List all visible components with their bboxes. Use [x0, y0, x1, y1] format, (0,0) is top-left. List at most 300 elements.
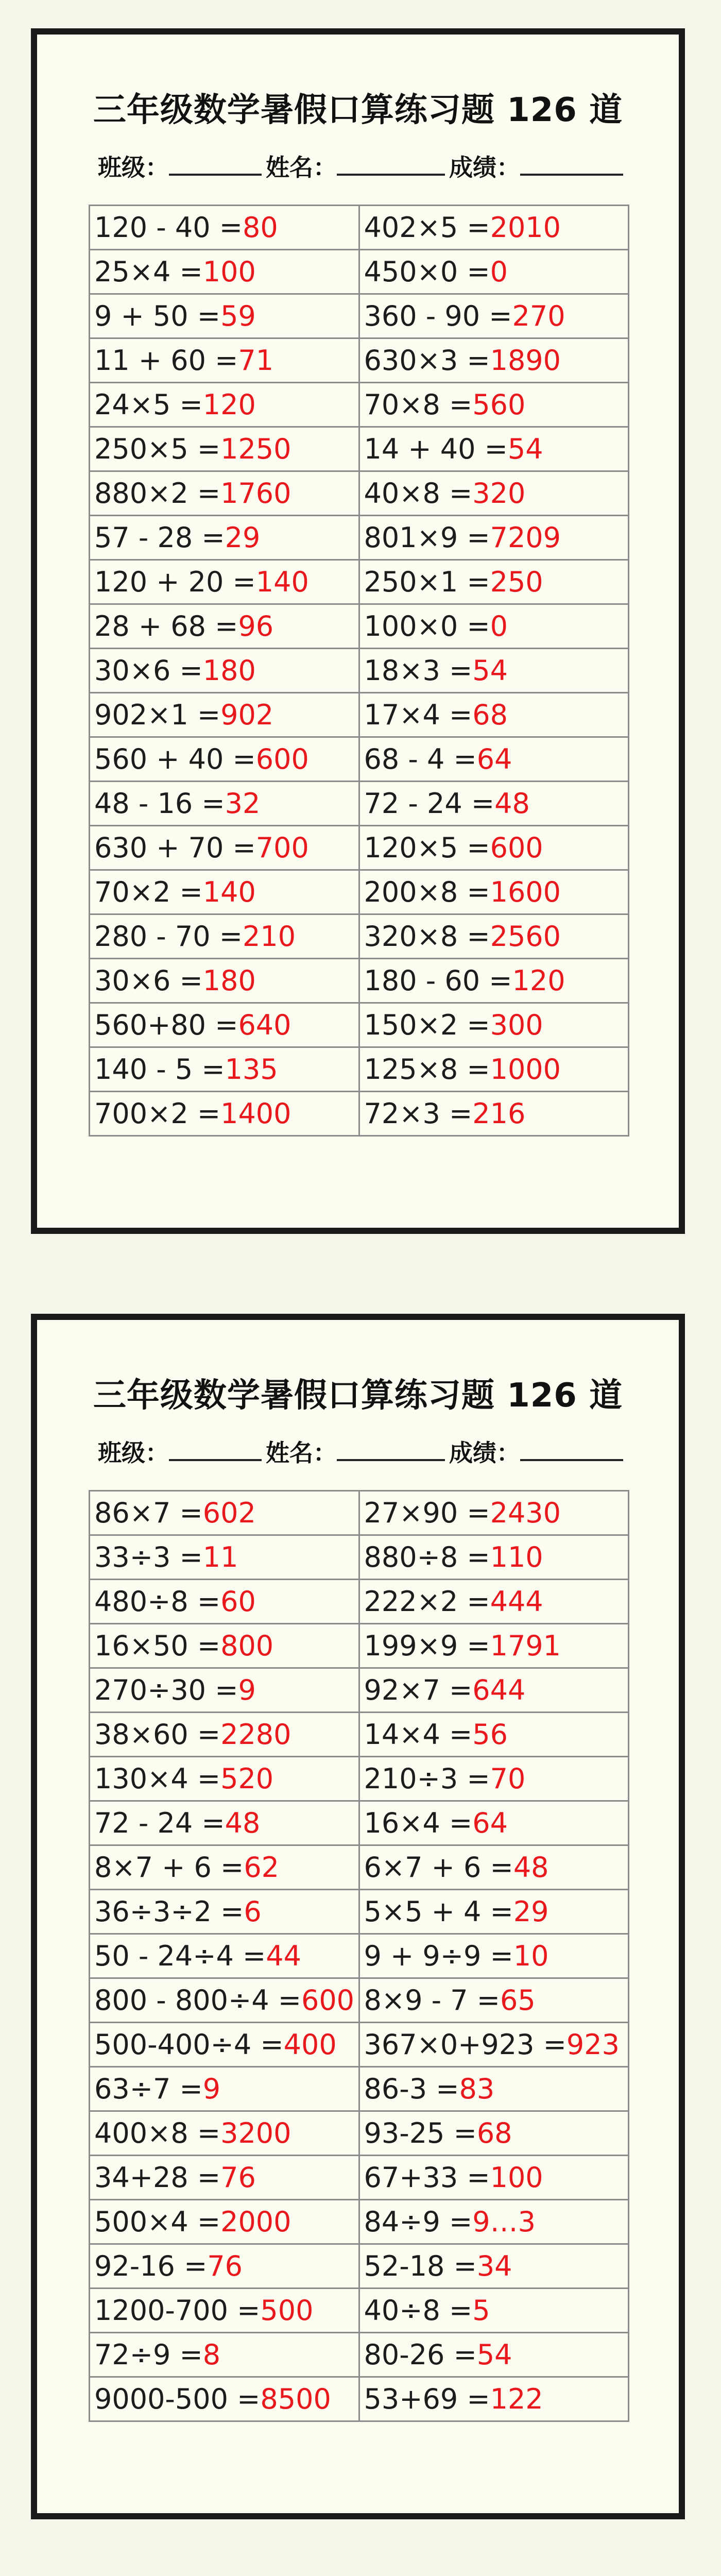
table-row [90, 914, 629, 959]
problem-answer: 600 [301, 1984, 355, 2016]
table-row [90, 427, 629, 471]
problem-answer: 644 [472, 1673, 526, 1706]
problem-cell [90, 1003, 359, 1047]
class-label: 班级： [98, 154, 169, 181]
problem-expression: 5×5 + 4 = [364, 1895, 513, 1928]
problem-answer: 2430 [490, 1496, 561, 1529]
table-row [90, 1535, 629, 1580]
problem-cell [359, 2023, 629, 2067]
problem-answer: 34 [476, 2249, 512, 2282]
table-row [90, 826, 629, 870]
problem-cell [359, 2333, 629, 2377]
problem-answer: 210 [243, 920, 296, 953]
problem-expression: 14×4 = [364, 1718, 473, 1751]
problem-answer: 54 [476, 2338, 512, 2371]
problem-expression: 222×2 = [364, 1585, 490, 1618]
problem-expression: 16×50 = [94, 1629, 221, 1662]
problem-answer: 3200 [220, 2116, 291, 2149]
table-row [90, 2244, 629, 2289]
problem-cell [90, 959, 359, 1003]
problem-answer: 48 [513, 1851, 549, 1884]
table-row [90, 1845, 629, 1890]
problem-answer: 7209 [490, 521, 561, 554]
problem-cell [90, 826, 359, 870]
table-row [90, 1713, 629, 1757]
table-row [90, 2111, 629, 2156]
problem-expression: 11 + 60 = [94, 344, 238, 377]
problem-cell [90, 1580, 359, 1624]
problem-cell [359, 1491, 629, 1535]
table-row [90, 383, 629, 427]
problem-expression: 8×7 + 6 = [94, 1851, 244, 1884]
table-row [90, 1047, 629, 1092]
problem-cell [90, 1092, 359, 1136]
problem-answer: 100 [490, 2161, 543, 2194]
table-row [90, 338, 629, 383]
problem-cell [359, 1624, 629, 1668]
problem-answer: 602 [202, 1496, 256, 1529]
problem-answer: 180 [202, 964, 256, 997]
problem-expression: 270÷30 = [94, 1673, 238, 1706]
problem-answer: 120 [202, 388, 256, 421]
problem-expression: 40÷8 = [364, 2294, 473, 2327]
problem-expression: 53+69 = [364, 2382, 490, 2415]
problem-expression: 450×0 = [364, 255, 490, 288]
problem-expression: 30×6 = [94, 654, 203, 687]
problem-answer: 2000 [220, 2205, 291, 2238]
problem-answer: 32 [225, 787, 261, 820]
problem-cell [359, 2244, 629, 2289]
problem-expression: 367×0+923 = [364, 2028, 566, 2061]
problem-answer: 1760 [220, 477, 291, 510]
problem-answer: 68 [476, 2116, 512, 2149]
problem-answer: 2010 [490, 211, 561, 244]
problem-cell [359, 1580, 629, 1624]
problem-expression: 250×1 = [364, 565, 490, 598]
table-row [90, 1934, 629, 1978]
problem-answer: 54 [472, 654, 508, 687]
problem-cell [90, 1535, 359, 1580]
problem-cell [90, 1624, 359, 1668]
problem-answer: 270 [512, 299, 565, 332]
problem-cell [90, 294, 359, 338]
problem-expression: 130×4 = [94, 1762, 221, 1795]
problem-expression: 63÷7 = [94, 2072, 203, 2105]
problem-cell [90, 2377, 359, 2421]
problem-cell [359, 2289, 629, 2333]
table-row [90, 1668, 629, 1713]
problem-cell [90, 560, 359, 604]
problem-expression: 72 - 24 = [94, 1806, 225, 1839]
problem-expression: 100×0 = [364, 609, 490, 642]
problem-cell [359, 250, 629, 294]
problem-cell [90, 604, 359, 649]
problem-cell [359, 1535, 629, 1580]
name-blank[interactable] [337, 1437, 445, 1461]
problem-expression: 880÷8 = [364, 1540, 490, 1573]
problem-cell [90, 914, 359, 959]
problem-cell [359, 1801, 629, 1845]
problem-expression: 14 + 40 = [364, 432, 508, 465]
table-row [90, 1624, 629, 1668]
problem-answer: 68 [472, 698, 508, 731]
problem-cell [90, 383, 359, 427]
problem-expression: 36÷3÷2 = [94, 1895, 244, 1928]
table-row [90, 560, 629, 604]
problem-expression: 68 - 4 = [364, 742, 477, 775]
table-row [90, 1801, 629, 1845]
problem-expression: 120 - 40 = [94, 211, 243, 244]
problem-expression: 560+80 = [94, 1008, 238, 1041]
problem-cell [359, 1092, 629, 1136]
problem-expression: 72÷9 = [94, 2338, 203, 2371]
problem-expression: 38×60 = [94, 1718, 221, 1751]
problem-expression: 93-25 = [364, 2116, 477, 2149]
problem-expression: 880×2 = [94, 477, 221, 510]
score-blank[interactable] [520, 152, 623, 176]
problem-expression: 25×4 = [94, 255, 203, 288]
problem-cell [90, 782, 359, 826]
problem-answer: 60 [220, 1585, 256, 1618]
problem-expression: 560 + 40 = [94, 742, 256, 775]
problem-cell [90, 1801, 359, 1845]
problem-expression: 17×4 = [364, 698, 473, 731]
class-blank[interactable] [169, 1437, 262, 1461]
table-row [90, 870, 629, 914]
problem-answer: 140 [255, 565, 309, 598]
table-row [90, 2377, 629, 2421]
problem-answer: 120 [512, 964, 565, 997]
problem-cell [90, 2289, 359, 2333]
table-row [90, 2067, 629, 2111]
table-row [90, 1890, 629, 1934]
table-row [90, 471, 629, 516]
problem-answer: 110 [490, 1540, 543, 1573]
problem-cell [90, 206, 359, 250]
problem-answer: 135 [225, 1053, 278, 1086]
problem-cell [90, 471, 359, 516]
problem-answer: 5 [472, 2294, 490, 2327]
problem-answer: 48 [225, 1806, 261, 1839]
problem-cell [359, 1890, 629, 1934]
problem-cell [359, 2067, 629, 2111]
problem-answer: 29 [225, 521, 261, 554]
problem-expression: 280 - 70 = [94, 920, 243, 953]
problem-cell [90, 516, 359, 560]
problem-expression: 150×2 = [364, 1008, 490, 1041]
problem-cell [359, 471, 629, 516]
problem-cell [90, 1978, 359, 2023]
problem-cell [90, 2156, 359, 2200]
problem-cell [90, 649, 359, 693]
problem-expression: 199×9 = [364, 1629, 490, 1662]
problem-cell [359, 649, 629, 693]
problem-answer: 59 [220, 299, 256, 332]
class-label: 班级： [98, 1439, 169, 1467]
table-row [90, 294, 629, 338]
problem-cell [359, 1003, 629, 1047]
problem-answer: 640 [238, 1008, 291, 1041]
problem-cell [90, 1491, 359, 1535]
problem-answer: 320 [472, 477, 526, 510]
problem-answer: 700 [255, 831, 309, 864]
name-label: 姓名： [266, 154, 337, 181]
problem-cell [90, 1668, 359, 1713]
problem-expression: 630×3 = [364, 344, 490, 377]
problem-answer: 400 [283, 2028, 337, 2061]
student-info-line [98, 149, 623, 183]
problem-answer: 62 [244, 1851, 280, 1884]
problem-cell [359, 604, 629, 649]
table-row [90, 2333, 629, 2377]
problem-expression: 140 - 5 = [94, 1053, 225, 1086]
problem-cell [359, 2156, 629, 2200]
table-row [90, 1491, 629, 1535]
problem-cell [90, 693, 359, 737]
problem-answer: 64 [476, 742, 512, 775]
table-row [90, 2156, 629, 2200]
table-row [90, 2200, 629, 2244]
problem-expression: 52-18 = [364, 2249, 477, 2282]
problem-expression: 801×9 = [364, 521, 490, 554]
problem-cell [359, 1668, 629, 1713]
problem-cell [90, 737, 359, 782]
problem-expression: 320×8 = [364, 920, 490, 953]
problem-expression: 27×90 = [364, 1496, 490, 1529]
problem-cell [359, 2377, 629, 2421]
problem-answer: 1400 [220, 1097, 291, 1130]
problem-answer: 54 [507, 432, 543, 465]
problem-cell [359, 338, 629, 383]
problem-expression: 70×2 = [94, 875, 203, 908]
score-label: 成绩： [449, 1439, 520, 1467]
problem-answer: 1600 [490, 875, 561, 908]
problem-cell [359, 294, 629, 338]
problem-answer: 76 [207, 2249, 243, 2282]
problem-answer: 100 [202, 255, 256, 288]
problem-expression: 86-3 = [364, 2072, 459, 2105]
problem-answer: 520 [220, 1762, 274, 1795]
problem-answer: 8 [202, 2338, 221, 2371]
problem-cell [90, 1757, 359, 1801]
student-info-line [98, 1434, 623, 1468]
problem-answer: 11 [202, 1540, 238, 1573]
problem-cell [90, 1890, 359, 1934]
problem-expression: 40×8 = [364, 477, 473, 510]
problem-expression: 630 + 70 = [94, 831, 256, 864]
problem-expression: 16×4 = [364, 1806, 473, 1839]
problem-cell [90, 427, 359, 471]
problem-answer: 800 [220, 1629, 274, 1662]
problem-expression: 34+28 = [94, 2161, 221, 2194]
problem-answer: 9 [202, 2072, 221, 2105]
name-label: 姓名： [266, 1439, 337, 1467]
problem-cell [359, 914, 629, 959]
problem-expression: 50 - 24÷4 = [94, 1939, 266, 1972]
problem-cell [359, 1934, 629, 1978]
problem-expression: 125×8 = [364, 1053, 490, 1086]
problem-cell [90, 2023, 359, 2067]
problem-answer: 600 [255, 742, 309, 775]
worksheet-page [31, 1314, 685, 2519]
table-row [90, 649, 629, 693]
problem-cell [359, 516, 629, 560]
problem-cell [90, 2111, 359, 2156]
class-blank[interactable] [169, 152, 262, 176]
problem-cell [359, 826, 629, 870]
problem-expression: 57 - 28 = [94, 521, 225, 554]
table-row [90, 1092, 629, 1136]
problem-cell [359, 1047, 629, 1092]
problem-answer: 2560 [490, 920, 561, 953]
problem-answer: 2280 [220, 1718, 291, 1751]
problem-cell [359, 1845, 629, 1890]
table-row [90, 1978, 629, 2023]
table-row [90, 250, 629, 294]
problem-answer: 56 [472, 1718, 508, 1751]
problem-expression: 200×8 = [364, 875, 490, 908]
problem-expression: 120 + 20 = [94, 565, 256, 598]
problem-cell [90, 1845, 359, 1890]
problem-cell [359, 1713, 629, 1757]
problem-cell [359, 2200, 629, 2244]
problem-cell [90, 1047, 359, 1092]
problem-expression: 8×9 - 7 = [364, 1984, 501, 2016]
problem-cell [90, 2244, 359, 2289]
problem-answer: 250 [490, 565, 543, 598]
problem-expression: 9000-500 = [94, 2382, 261, 2415]
problem-expression: 800 - 800÷4 = [94, 1984, 301, 2016]
problem-answer: 8500 [260, 2382, 331, 2415]
problem-expression: 30×6 = [94, 964, 203, 997]
problem-expression: 48 - 16 = [94, 787, 225, 820]
problem-answer: 140 [202, 875, 256, 908]
problem-cell [359, 782, 629, 826]
table-row [90, 2023, 629, 2067]
problem-grid [89, 1490, 629, 2422]
problem-answer: 600 [490, 831, 543, 864]
table-row [90, 737, 629, 782]
problem-cell [359, 560, 629, 604]
problem-expression: 72×3 = [364, 1097, 473, 1130]
problem-answer: 923 [566, 2028, 620, 2061]
worksheet-title: 三年级数学暑假口算练习题 126 道 [93, 91, 623, 129]
problem-cell [90, 1713, 359, 1757]
problem-cell [90, 870, 359, 914]
problem-answer: 300 [490, 1008, 543, 1041]
problem-answer: 560 [472, 388, 526, 421]
problem-expression: 210÷3 = [364, 1762, 490, 1795]
problem-expression: 9 + 9÷9 = [364, 1939, 513, 1972]
problem-cell [359, 1757, 629, 1801]
problem-answer: 1791 [490, 1629, 561, 1662]
problem-cell [359, 693, 629, 737]
problem-expression: 33÷3 = [94, 1540, 203, 1573]
problem-cell [359, 427, 629, 471]
problem-answer: 444 [490, 1585, 543, 1618]
problem-expression: 500×4 = [94, 2205, 221, 2238]
table-row [90, 2289, 629, 2333]
problem-expression: 120×5 = [364, 831, 490, 864]
problem-cell [90, 1934, 359, 1978]
problem-answer: 6 [244, 1895, 262, 1928]
problem-expression: 500-400÷4 = [94, 2028, 284, 2061]
problem-answer: 122 [490, 2382, 543, 2415]
problem-answer: 9 [238, 1673, 256, 1706]
problem-answer: 1250 [220, 432, 291, 465]
problem-expression: 67+33 = [364, 2161, 490, 2194]
problem-answer: 0 [490, 255, 508, 288]
problem-answer: 216 [472, 1097, 526, 1130]
problem-answer: 180 [202, 654, 256, 687]
problem-answer: 44 [266, 1939, 301, 1972]
problem-answer: 76 [220, 2161, 256, 2194]
problem-cell [90, 2333, 359, 2377]
problem-answer: 500 [260, 2294, 314, 2327]
table-row [90, 959, 629, 1003]
problem-answer: 83 [459, 2072, 495, 2105]
table-row [90, 782, 629, 826]
problem-cell [359, 1978, 629, 2023]
problem-expression: 18×3 = [364, 654, 473, 687]
problem-expression: 28 + 68 = [94, 609, 238, 642]
problem-answer: 65 [500, 1984, 536, 2016]
problem-cell [90, 250, 359, 294]
problem-cell [359, 870, 629, 914]
problem-expression: 86×7 = [94, 1496, 203, 1529]
problem-answer: 80 [243, 211, 278, 244]
problem-expression: 902×1 = [94, 698, 221, 731]
problem-expression: 400×8 = [94, 2116, 221, 2149]
problem-expression: 70×8 = [364, 388, 473, 421]
problem-expression: 360 - 90 = [364, 299, 512, 332]
problem-expression: 92×7 = [364, 1673, 473, 1706]
problem-cell [359, 383, 629, 427]
problem-cell [90, 2200, 359, 2244]
table-row [90, 1003, 629, 1047]
score-blank[interactable] [520, 1437, 623, 1461]
worksheet-page [31, 28, 685, 1234]
problem-answer: 70 [490, 1762, 526, 1795]
problem-answer: 48 [494, 787, 530, 820]
problem-answer: 902 [220, 698, 274, 731]
problem-cell [90, 338, 359, 383]
problem-cell [359, 206, 629, 250]
problem-answer: 10 [513, 1939, 549, 1972]
problem-expression: 180 - 60 = [364, 964, 512, 997]
table-row [90, 206, 629, 250]
table-row [90, 693, 629, 737]
score-label: 成绩： [449, 154, 520, 181]
problem-grid [89, 205, 629, 1137]
name-blank[interactable] [337, 152, 445, 176]
problem-answer: 0 [490, 609, 508, 642]
problem-expression: 92-16 = [94, 2249, 208, 2282]
table-row [90, 516, 629, 560]
problem-cell [359, 959, 629, 1003]
problem-answer: 1890 [490, 344, 561, 377]
problem-answer: 1000 [490, 1053, 561, 1086]
problem-expression: 250×5 = [94, 432, 221, 465]
problem-answer: 64 [472, 1806, 508, 1839]
problem-expression: 6×7 + 6 = [364, 1851, 513, 1884]
problem-expression: 480÷8 = [94, 1585, 221, 1618]
problem-expression: 72 - 24 = [364, 787, 495, 820]
problem-cell [359, 737, 629, 782]
problem-expression: 700×2 = [94, 1097, 221, 1130]
problem-answer: 29 [513, 1895, 549, 1928]
table-row [90, 1580, 629, 1624]
